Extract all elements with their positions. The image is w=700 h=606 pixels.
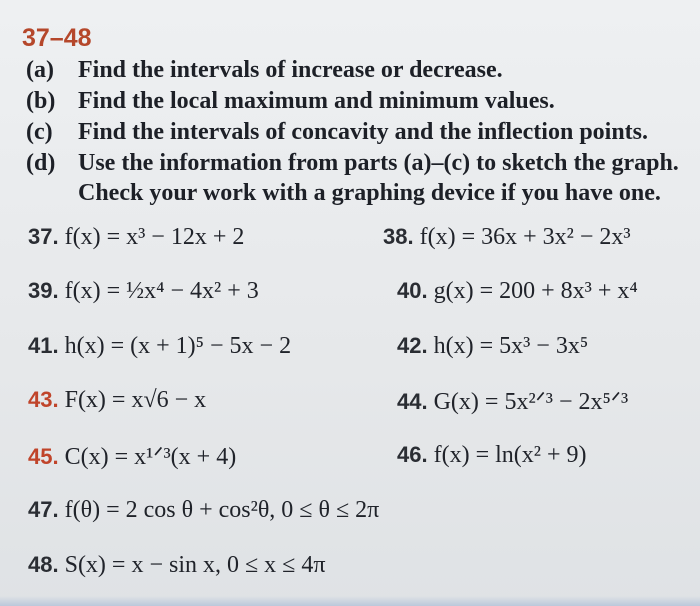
instruction-text: Find the local maximum and minimum values.	[78, 88, 555, 114]
problem-45	[28, 442, 236, 471]
problem-42	[397, 333, 588, 360]
problem-number: 47.	[28, 497, 59, 522]
problem-44	[397, 387, 628, 416]
page-bottom-edge	[0, 596, 700, 606]
problem-expression: f(x) = ½x⁴ − 4x² + 3	[64, 278, 259, 304]
instruction-b	[26, 88, 555, 115]
problem-expression: f(x) = ln(x² + 9)	[433, 442, 587, 468]
problem-number: 43.	[28, 387, 59, 412]
problem-expression: S(x) = x − sin x, 0 ≤ x ≤ 4π	[64, 552, 326, 578]
problem-expression: F(x) = x√6 − x	[64, 387, 207, 413]
instruction-text: Find the intervals of concavity and the inflection points.	[78, 119, 649, 145]
exercise-range: 37–48	[22, 24, 92, 52]
instruction-tag: (b)	[26, 88, 56, 114]
problem-number: 41.	[28, 333, 59, 358]
problem-39	[28, 278, 259, 305]
problem-expression: f(θ) = 2 cos θ + cos²θ, 0 ≤ θ ≤ 2π	[64, 497, 380, 523]
problem-number: 48.	[28, 552, 59, 577]
problem-48	[28, 552, 325, 579]
problem-expression: f(x) = 36x + 3x² − 2x³	[419, 224, 631, 250]
problem-40	[397, 278, 638, 305]
problem-number: 38.	[383, 224, 414, 249]
problem-41	[28, 333, 291, 360]
instruction-d-cont	[26, 180, 661, 207]
instruction-tag: (d)	[26, 150, 56, 176]
problem-38	[383, 224, 631, 251]
problem-number: 37.	[28, 224, 59, 249]
problem-expression: h(x) = 5x³ − 3x⁵	[433, 333, 589, 359]
problem-number: 42.	[397, 333, 428, 358]
instruction-text: Check your work with a graphing device if you have one.	[78, 180, 661, 206]
instruction-c	[26, 119, 648, 146]
instruction-text: Use the information from parts (a)–(c) to sketch the graph.	[78, 150, 679, 176]
instruction-a	[26, 57, 503, 84]
problem-expression: G(x) = 5x²ᐟ³ − 2x⁵ᐟ³	[433, 389, 629, 415]
instruction-tag: (a)	[26, 57, 54, 83]
problem-46	[397, 442, 587, 469]
problem-expression: g(x) = 200 + 8x³ + x⁴	[433, 278, 638, 304]
instruction-tag: (c)	[26, 119, 53, 145]
problem-number: 45.	[28, 444, 59, 469]
problem-number: 39.	[28, 278, 59, 303]
instruction-text: Find the intervals of increase or decrease.	[78, 57, 503, 83]
problem-43	[28, 387, 206, 414]
problem-expression: f(x) = x³ − 12x + 2	[64, 224, 245, 250]
problem-expression: h(x) = (x + 1)⁵ − 5x − 2	[64, 333, 292, 359]
problem-37	[28, 224, 244, 251]
problem-expression: C(x) = x¹ᐟ³(x + 4)	[64, 444, 237, 470]
problem-number: 44.	[397, 389, 428, 414]
instruction-d	[26, 150, 679, 177]
problem-number: 46.	[397, 442, 428, 467]
problem-47	[28, 497, 379, 524]
problem-number: 40.	[397, 278, 428, 303]
